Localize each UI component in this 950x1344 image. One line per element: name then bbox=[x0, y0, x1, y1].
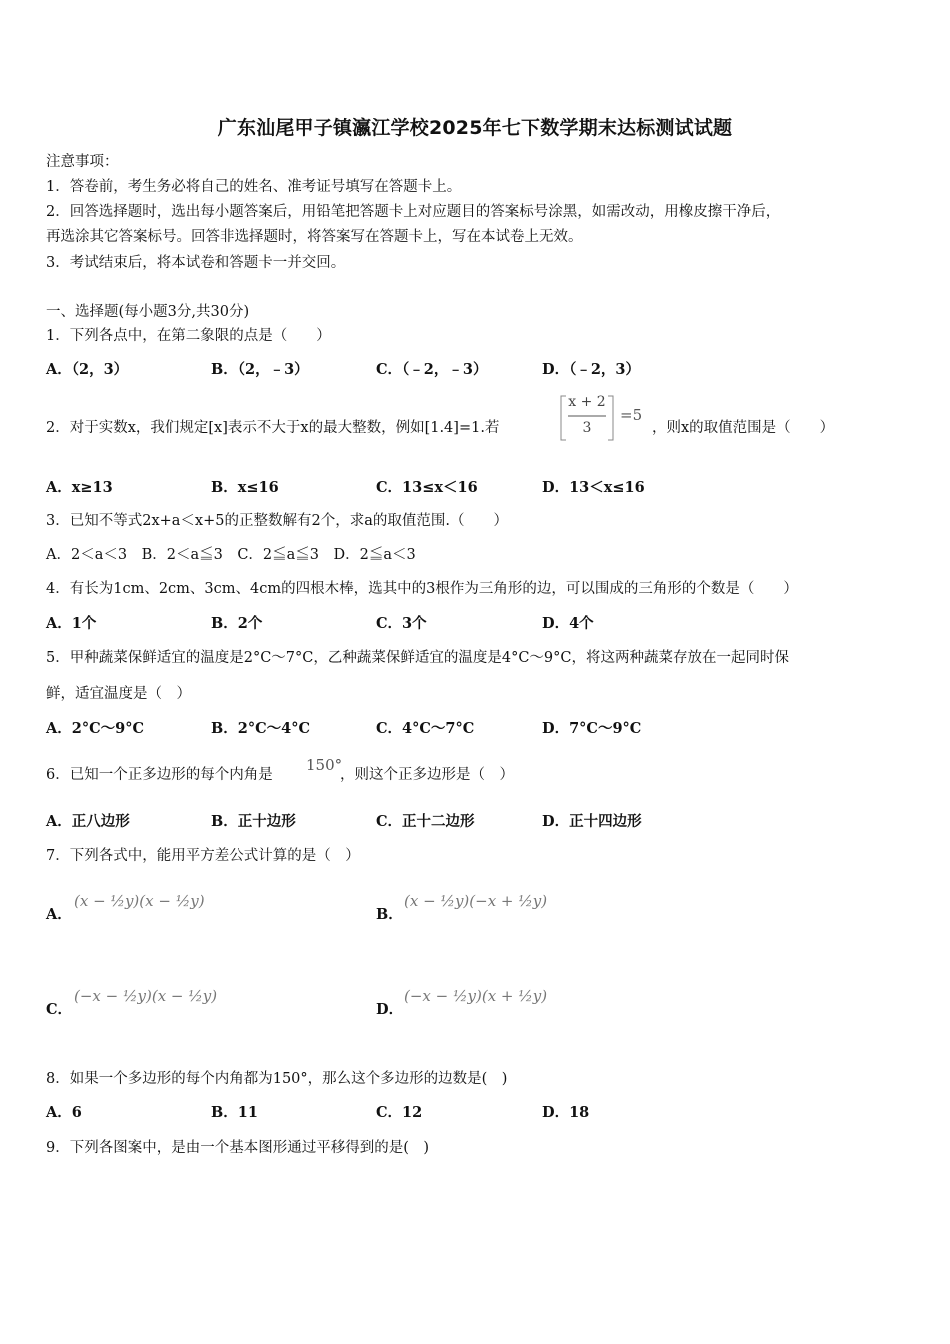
question-6-stem-a: 6．已知一个正多边形的每个内角是 bbox=[46, 767, 273, 783]
q7-option-c-expression: (−x − ½y)(x − ½y) bbox=[74, 987, 218, 1005]
angle-value: 150° bbox=[306, 756, 343, 774]
q8-option-a: A．6 bbox=[46, 1104, 82, 1121]
q6-option-b: B．正十边形 bbox=[211, 813, 296, 830]
question-5-stem-b: 鲜，适宜温度是（ ） bbox=[46, 686, 191, 702]
question-4-stem: 4．有长为1cm、2cm、3cm、4cm的四根木棒，选其中的3根作为三角形的边，可以围成的三角形的个数是（ ） bbox=[46, 581, 798, 597]
q7-option-b-expression: (x − ½y)(−x + ½y) bbox=[404, 892, 548, 910]
q4-option-d: D．4个 bbox=[542, 615, 594, 632]
question-9-stem: 9．下列各图案中，是由一个基本图形通过平移得到的是( ) bbox=[46, 1140, 430, 1156]
notice-item: 再选涂其它答案标号。回答非选择题时，将答案写在答题卡上，写在本试卷上无效。 bbox=[46, 229, 583, 245]
q7-option-a-expression: (x − ½y)(x − ½y) bbox=[74, 892, 205, 910]
notice-item: 3．考试结束后，将本试卷和答题卡一并交回。 bbox=[46, 255, 346, 271]
q6-option-c: C．正十二边形 bbox=[376, 813, 475, 830]
q5-option-c: C．4°C～7°C bbox=[376, 720, 475, 737]
q8-option-b: B．11 bbox=[211, 1104, 258, 1121]
q7-option-a-label: A． bbox=[46, 906, 72, 923]
notice-item: 1．答卷前，考生务必将自己的姓名、准考证号填写在答题卡上。 bbox=[46, 179, 462, 195]
fraction-rhs: =5 bbox=[620, 406, 643, 424]
q2-option-b: B．x≤16 bbox=[211, 479, 279, 496]
q2-option-a: A．x≥13 bbox=[46, 479, 113, 496]
q8-option-c: C．12 bbox=[376, 1104, 423, 1121]
question-2-stem-a: 2．对于实数x，我们规定[x]表示不大于x的最大整数，例如[1.4]=1.若 bbox=[46, 420, 500, 436]
question-3-stem: 3．已知不等式2x+a＜x+5的正整数解有2个，求a的取值范围.（ ） bbox=[46, 513, 508, 529]
question-8-stem: 8．如果一个多边形的每个内角都为150°，那么这个多边形的边数是( ) bbox=[46, 1071, 508, 1087]
q1-option-a: A．（2，3） bbox=[46, 361, 129, 378]
q5-option-a: A．2°C～9°C bbox=[46, 720, 145, 737]
q7-option-d-label: D． bbox=[376, 1001, 404, 1018]
question-1-stem: 1．下列各点中，在第二象限的点是（ ） bbox=[46, 328, 331, 344]
q1-option-d: D．（﹣2，3） bbox=[542, 361, 641, 378]
q7-option-d-expression: (−x − ½y)(x + ½y) bbox=[404, 987, 548, 1005]
notice-heading: 注意事项： bbox=[46, 154, 119, 170]
q7-option-c-label: C． bbox=[46, 1001, 73, 1018]
fraction-numerator: x + 2 bbox=[568, 394, 606, 410]
q4-option-b: B．2个 bbox=[211, 615, 263, 632]
floor-fraction-formula bbox=[558, 392, 653, 444]
q2-option-d: D．13＜x≤16 bbox=[542, 479, 645, 496]
question-6-stem-b: ，则这个正多边形是（ ） bbox=[340, 767, 514, 783]
question-5-stem-a: 5．甲种蔬菜保鲜适宜的温度是2°C～7°C，乙种蔬菜保鲜适宜的温度是4°C～9°C，将这两种蔬菜存放在一起同时保 bbox=[46, 650, 790, 666]
fraction-denominator: 3 bbox=[582, 420, 592, 436]
q6-option-a: A．正八边形 bbox=[46, 813, 130, 830]
q4-option-a: A．1个 bbox=[46, 615, 97, 632]
q3-options: A．2＜a＜3 B．2＜a≦3 C．2≦a≦3 D．2≦a＜3 bbox=[46, 547, 416, 563]
section-heading: 一、选择题(每小题3分,共30分) bbox=[46, 304, 250, 320]
q6-option-d: D．正十四边形 bbox=[542, 813, 642, 830]
notice-item: 2．回答选择题时，选出每小题答案后，用铅笔把答题卡上对应题目的答案标号涂黑，如需改动，用橡皮擦干净后， bbox=[46, 204, 781, 220]
q7-option-b-label: B． bbox=[376, 906, 403, 923]
q1-option-c: C．（﹣2，﹣3） bbox=[376, 361, 488, 378]
page-title: 广东汕尾甲子镇瀛江学校2025年七下数学期末达标测试试题 bbox=[217, 117, 733, 139]
q5-option-d: D．7°C～9°C bbox=[542, 720, 642, 737]
question-2-stem-b: ，则x的取值范围是（ ） bbox=[652, 420, 835, 436]
q5-option-b: B．2°C～4°C bbox=[211, 720, 311, 737]
q8-option-d: D．18 bbox=[542, 1104, 590, 1121]
q4-option-c: C．3个 bbox=[376, 615, 427, 632]
q1-option-b: B．（2，﹣3） bbox=[211, 361, 309, 378]
q2-option-c: C．13≤x＜16 bbox=[376, 479, 478, 496]
question-7-stem: 7．下列各式中，能用平方差公式计算的是（ ） bbox=[46, 848, 360, 864]
